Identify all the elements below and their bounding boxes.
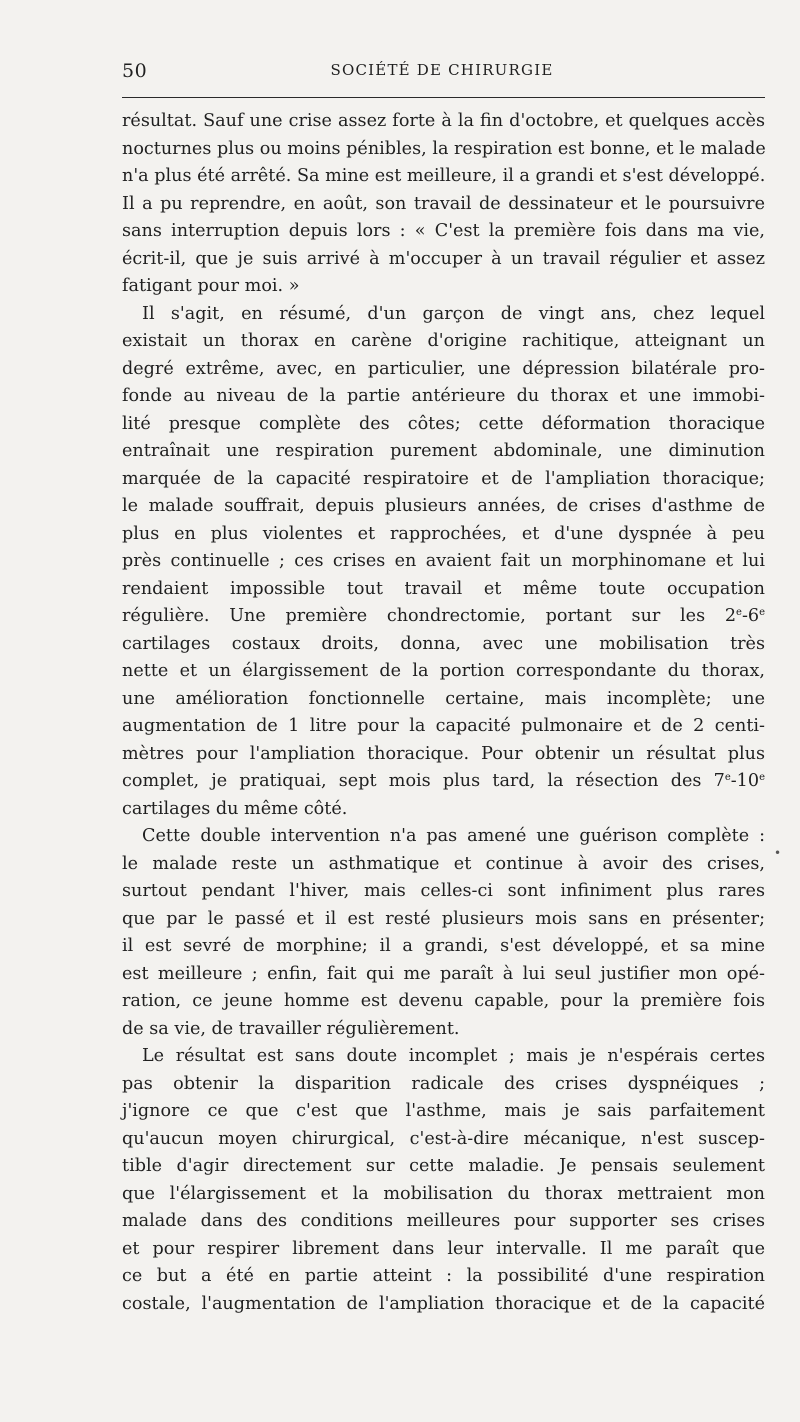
running-head: SOCIÉTÉ DE CHIRURGIE — [330, 61, 554, 79]
paragraph — [122, 1043, 765, 1318]
body-text — [122, 108, 765, 1318]
text-line: lité presque complète des côtes; cette déformation thoracique — [122, 413, 765, 434]
text-line: mètres pour l'ampliation thoracique. Pour obtenir un résultat plus — [122, 743, 765, 764]
text-line: fonde au niveau de la partie antérieure du thorax et une immobi- — [122, 386, 765, 406]
text-line: rendaient impossible tout travail et même toute occupation — [122, 578, 765, 599]
text-line: que l'élargissement et la mobilisation du thorax mettraient mon — [122, 1183, 765, 1204]
text-line: il est sevré de morphine; il a grandi, s'est développé, et sa mine — [122, 936, 765, 956]
text-line: résultat. Sauf une crise assez forte à la fin d'octobre, et quelques accès — [122, 111, 765, 131]
text-line: sans interruption depuis lors : « C'est la première fois dans ma vie, — [122, 221, 765, 241]
paragraph — [122, 301, 765, 824]
header-rule — [122, 97, 765, 98]
text-line: marquée de la capacité respiratoire et de l'ampliation thoracique; — [122, 468, 765, 489]
text-line: augmentation de 1 litre pour la capacité pulmonaire et de 2 centi- — [122, 716, 765, 736]
page-header — [122, 60, 762, 84]
text-line: j'ignore ce que c'est que l'asthme, mais je sais parfaitement — [122, 1101, 765, 1121]
text-line: près continuelle ; ces crises en avaient fait un morphinomane et lui — [122, 551, 765, 571]
page-number: 50 — [122, 60, 148, 82]
text-line: entraînait une respiration purement abdominale, une diminution — [122, 441, 765, 461]
paragraph — [122, 823, 765, 1043]
text-line: régulière. Une première chondrectomie, portant sur les 2e-6e — [122, 606, 765, 626]
text-line: Cette double intervention n'a pas amené une guérison complète : — [142, 826, 765, 846]
text-line: costale, l'augmentation de l'ampliation thoracique et de la capacité — [122, 1293, 765, 1314]
paragraph — [122, 108, 765, 301]
text-line: que par le passé et il est resté plusieurs mois sans en présenter; — [122, 908, 765, 929]
text-line: le malade reste un asthmatique et continue à avoir des crises, — [122, 853, 765, 874]
text-line: degré extrême, avec, en particulier, une dépression bilatérale pro- — [122, 358, 765, 379]
text-line: une amélioration fonctionnelle certaine, mais incomplète; une — [122, 688, 765, 709]
text-line: complet, je pratiquai, sept mois plus tard, la résection des 7e-10e — [122, 771, 765, 791]
text-line: qu'aucun moyen chirurgical, c'est-à-dire mécanique, n'est suscep- — [122, 1128, 765, 1149]
text-line: de sa vie, de travailler régulièrement. — [122, 1018, 460, 1039]
text-line: le malade souffrait, depuis plusieurs années, de crises d'asthme de — [122, 496, 765, 516]
text-line: surtout pendant l'hiver, mais celles-ci sont infiniment plus rares — [122, 881, 765, 901]
text-line: cartilages du même côté. — [122, 798, 348, 819]
text-line: et pour respirer librement dans leur intervalle. Il me paraît que — [122, 1238, 765, 1259]
text-line: ration, ce jeune homme est devenu capable, pour la première fois — [122, 991, 765, 1011]
text-line: cartilages costaux droits, donna, avec une mobilisation très — [122, 633, 765, 654]
text-line: nocturnes plus ou moins pénibles, la respiration est bonne, et le malade — [122, 138, 766, 159]
text-line: plus en plus violentes et rapprochées, et d'une dyspnée à peu — [122, 523, 765, 544]
text-line: ce but a été en partie atteint : la possibilité d'une respiration — [122, 1266, 765, 1286]
text-line: Il a pu reprendre, en août, son travail de dessinateur et le poursuivre — [122, 193, 765, 214]
text-line: Il s'agit, en résumé, d'un garçon de vingt ans, chez lequel — [142, 303, 765, 324]
text-line: nette et un élargissement de la portion correspondante du thorax, — [122, 661, 765, 681]
text-line: malade dans des conditions meilleures pour supporter ses crises — [122, 1211, 765, 1231]
text-line: n'a plus été arrêté. Sa mine est meilleure, il a grandi et s'est développé. — [122, 166, 766, 186]
text-line: fatigant pour moi. » — [122, 276, 300, 296]
ink-speck: • — [774, 846, 782, 860]
text-line: existait un thorax en carène d'origine rachitique, atteignant un — [122, 331, 765, 351]
text-line: pas obtenir la disparition radicale des crises dyspnéiques ; — [122, 1073, 765, 1094]
text-line: écrit-il, que je suis arrivé à m'occuper à un travail régulier et assez — [122, 248, 765, 269]
text-line: Le résultat est sans doute incomplet ; mais je n'espérais certes — [142, 1046, 765, 1066]
text-line: tible d'agir directement sur cette maladie. Je pensais seulement — [122, 1156, 765, 1176]
text-line: est meilleure ; enfin, fait qui me paraît à lui seul justifier mon opé- — [122, 963, 765, 984]
